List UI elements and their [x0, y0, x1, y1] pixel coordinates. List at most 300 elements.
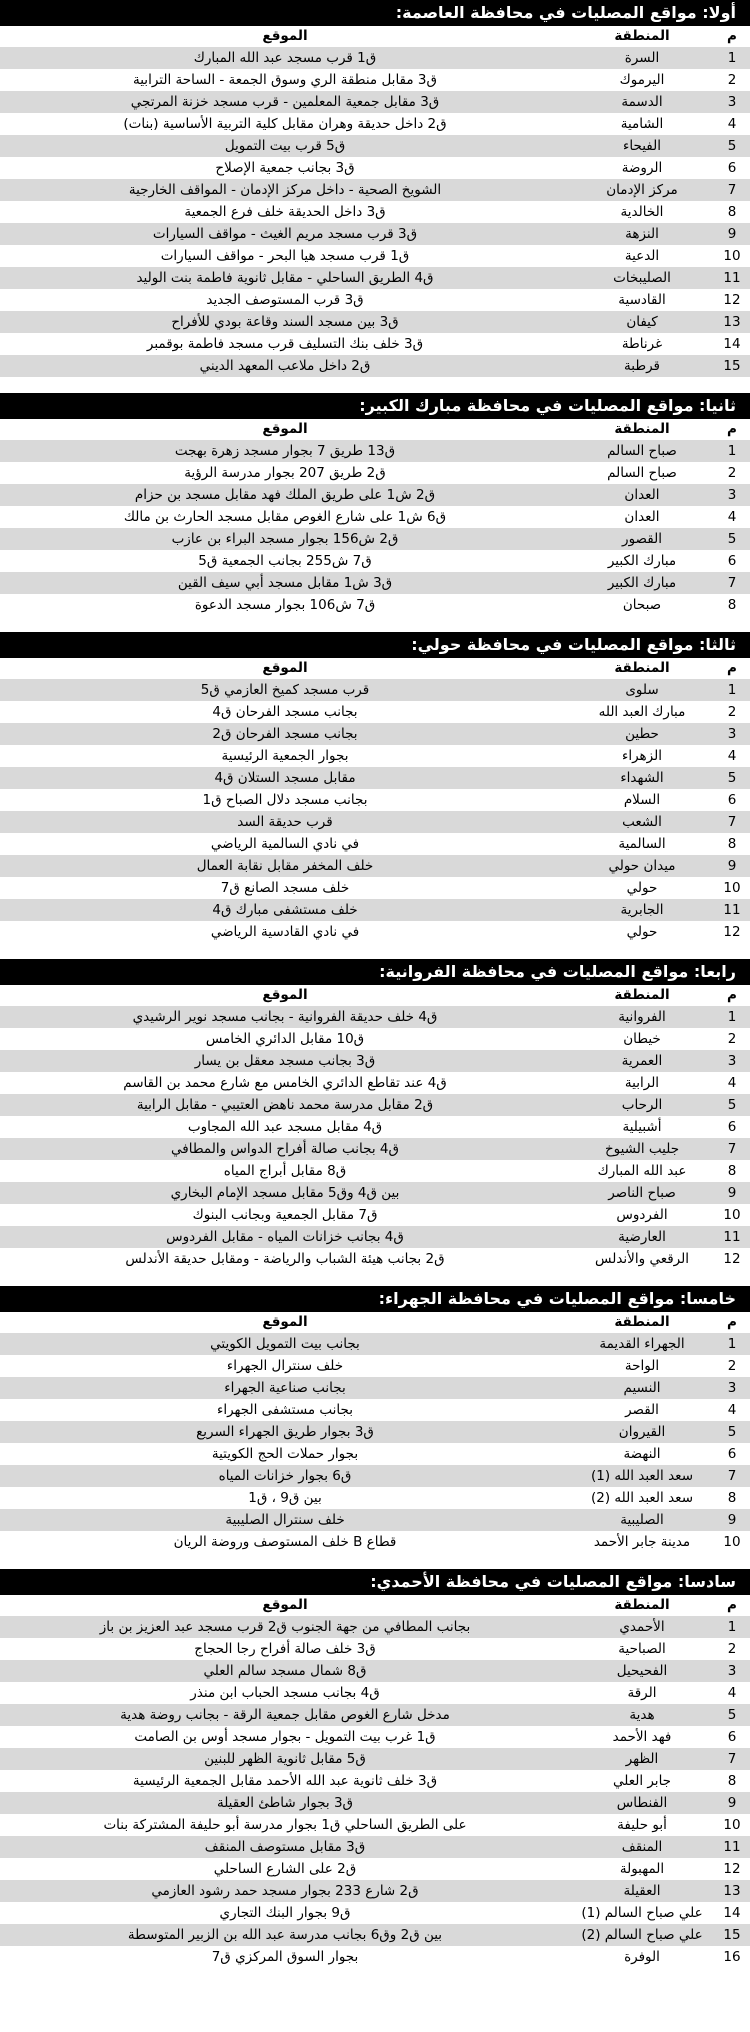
row-area: غرناطة — [570, 333, 714, 355]
table-row — [0, 1814, 750, 1836]
row-number: 4 — [714, 113, 750, 135]
table-row — [0, 1638, 750, 1660]
table-row — [0, 723, 750, 745]
row-number: 8 — [714, 1487, 750, 1509]
governorate-section — [0, 632, 750, 943]
governorate-section — [0, 393, 750, 616]
row-area: عبد الله المبارك — [570, 1160, 714, 1182]
column-header-number: م — [727, 421, 737, 437]
row-number: 2 — [714, 701, 750, 723]
row-area: الفيحاء — [570, 135, 714, 157]
row-location: بجوار حملات الحج الكويتية — [0, 1443, 570, 1465]
row-area: الشعب — [570, 811, 714, 833]
column-header-location: الموقع — [262, 987, 308, 1003]
row-number: 2 — [714, 69, 750, 91]
row-location: ق6 ش1 على شارع الغوص مقابل مسجد الحارث بن مالك — [0, 506, 570, 528]
row-number: 15 — [714, 1924, 750, 1946]
row-location: ق2 ش156 بجوار مسجد البراء بن عازب — [0, 528, 570, 550]
column-header-number: م — [727, 28, 737, 44]
table-row — [0, 157, 750, 179]
section-spacer — [0, 1270, 750, 1286]
row-number: 8 — [714, 1160, 750, 1182]
table-row — [0, 1399, 750, 1421]
table-row — [0, 1443, 750, 1465]
column-header-number: م — [727, 987, 737, 1003]
row-location: ق8 شمال مسجد سالم العلي — [0, 1660, 570, 1682]
row-area: الصليبخات — [570, 267, 714, 289]
table-row — [0, 245, 750, 267]
table-header-row — [0, 985, 750, 1006]
row-location: ق2 بجانب هيئة الشباب والرياضة - ومقابل حديقة الأندلس — [0, 1248, 570, 1270]
row-number: 7 — [714, 811, 750, 833]
row-number: 14 — [714, 1902, 750, 1924]
row-number: 5 — [714, 135, 750, 157]
row-area: الفحيحيل — [570, 1660, 714, 1682]
table-row — [0, 701, 750, 723]
row-location: خلف المخفر مقابل نقابة العمال — [0, 855, 570, 877]
row-number: 11 — [714, 1226, 750, 1248]
table-row — [0, 289, 750, 311]
row-location: مدخل شارع الغوص مقابل جمعية الرقة - بجانب روضة هدية — [0, 1704, 570, 1726]
locations-table — [0, 1595, 750, 1968]
table-row — [0, 69, 750, 91]
row-location: ق7 ش106 بجوار مسجد الدعوة — [0, 594, 570, 616]
row-area: أبو حليفة — [570, 1814, 714, 1836]
section-title: خامسا: مواقع المصليات في محافظة الجهراء: — [0, 1286, 750, 1312]
table-row — [0, 1072, 750, 1094]
table-row — [0, 440, 750, 462]
row-area: صباح الناصر — [570, 1182, 714, 1204]
table-row — [0, 1182, 750, 1204]
row-location: ق2 ش1 على طريق الملك فهد مقابل مسجد بن حزام — [0, 484, 570, 506]
row-number: 9 — [714, 1182, 750, 1204]
row-area: الرحاب — [570, 1094, 714, 1116]
row-number: 1 — [714, 1006, 750, 1028]
row-area: الأحمدي — [570, 1616, 714, 1638]
row-area: الواحة — [570, 1355, 714, 1377]
row-number: 1 — [714, 440, 750, 462]
row-area: الفروانية — [570, 1006, 714, 1028]
table-row — [0, 1421, 750, 1443]
table-row — [0, 1770, 750, 1792]
table-row — [0, 1006, 750, 1028]
table-row — [0, 1204, 750, 1226]
row-number: 3 — [714, 91, 750, 113]
column-header-area: المنطقة — [614, 28, 670, 44]
row-number: 6 — [714, 1443, 750, 1465]
row-area: هدية — [570, 1704, 714, 1726]
row-area: صبحان — [570, 594, 714, 616]
table-row — [0, 789, 750, 811]
row-location: بجانب مسجد الفرحان ق4 — [0, 701, 570, 723]
row-number: 10 — [714, 877, 750, 899]
table-row — [0, 877, 750, 899]
row-number: 11 — [714, 899, 750, 921]
table-row — [0, 1487, 750, 1509]
row-number: 1 — [714, 1333, 750, 1355]
row-number: 2 — [714, 1638, 750, 1660]
row-location: ق2 داخل حديقة وهران مقابل كلية التربية الأساسية (بنات) — [0, 113, 570, 135]
row-location: ق4 خلف حديقة الفروانية - بجانب مسجد نوير الرشيدي — [0, 1006, 570, 1028]
row-area: العدان — [570, 506, 714, 528]
table-row — [0, 811, 750, 833]
table-row — [0, 855, 750, 877]
row-area: الصليبية — [570, 1509, 714, 1531]
locations-table — [0, 985, 750, 1270]
row-number: 3 — [714, 1050, 750, 1072]
row-number: 7 — [714, 572, 750, 594]
row-number: 6 — [714, 157, 750, 179]
row-number: 12 — [714, 289, 750, 311]
table-row — [0, 1792, 750, 1814]
governorate-section — [0, 1569, 750, 1968]
row-location: ق3 بجوار شاطئ العقيلة — [0, 1792, 570, 1814]
row-area: الجابرية — [570, 899, 714, 921]
row-area: الدسمة — [570, 91, 714, 113]
row-location: قطاع B خلف المستوصف وروضة الريان — [0, 1531, 570, 1553]
row-location: ق2 طريق 207 بجوار مدرسة الرؤية — [0, 462, 570, 484]
row-area: الزهراء — [570, 745, 714, 767]
row-location: ق13 طريق 7 بجوار مسجد زهرة بهجت — [0, 440, 570, 462]
row-area: علي صباح السالم (2) — [570, 1924, 714, 1946]
row-location: ق1 قرب مسجد عبد الله المبارك — [0, 47, 570, 69]
table-row — [0, 1704, 750, 1726]
row-location: ق3 قرب مسجد مريم الغيث - مواقف السيارات — [0, 223, 570, 245]
locations-table — [0, 1312, 750, 1553]
row-number: 10 — [714, 1814, 750, 1836]
row-area: مركز الإدمان — [570, 179, 714, 201]
row-number: 5 — [714, 1094, 750, 1116]
row-location: ق2 شارع 233 بجوار مسجد حمد رشود العازمي — [0, 1880, 570, 1902]
table-row — [0, 767, 750, 789]
row-location: ق4 عند تقاطع الدائري الخامس مع شارع محمد بن القاسم — [0, 1072, 570, 1094]
row-area: سلوى — [570, 679, 714, 701]
row-area: صباح السالم — [570, 462, 714, 484]
row-location: مقابل مسجد الستلان ق4 — [0, 767, 570, 789]
row-location: بين ق2 وق6 بجانب مدرسة عبد الله بن الزبير المتوسطة — [0, 1924, 570, 1946]
row-number: 10 — [714, 1531, 750, 1553]
row-location: ق1 غرب بيت التمويل - بجوار مسجد أوس بن الصامت — [0, 1726, 570, 1748]
section-spacer — [0, 943, 750, 959]
row-area: السلام — [570, 789, 714, 811]
row-area: خيطان — [570, 1028, 714, 1050]
row-area: الشهداء — [570, 767, 714, 789]
row-number: 15 — [714, 355, 750, 377]
table-row — [0, 47, 750, 69]
row-location: ق3 بجانب مسجد معقل بن يسار — [0, 1050, 570, 1072]
table-row — [0, 1924, 750, 1946]
row-area: جابر العلي — [570, 1770, 714, 1792]
row-area: فهد الأحمد — [570, 1726, 714, 1748]
table-row — [0, 1355, 750, 1377]
row-area: النسيم — [570, 1377, 714, 1399]
row-location: خلف مستشفى مبارك ق4 — [0, 899, 570, 921]
column-header-area: المنطقة — [614, 987, 670, 1003]
table-row — [0, 1726, 750, 1748]
row-location: خلف مسجد الصانع ق7 — [0, 877, 570, 899]
row-location: ق3 خلف صالة أفراح رجا الحجاج — [0, 1638, 570, 1660]
locations-table — [0, 419, 750, 616]
row-number: 4 — [714, 745, 750, 767]
row-location: بجوار الجمعية الرئيسية — [0, 745, 570, 767]
row-area: السرة — [570, 47, 714, 69]
row-location: ق3 داخل الحديقة خلف فرع الجمعية — [0, 201, 570, 223]
table-row — [0, 1880, 750, 1902]
row-number: 14 — [714, 333, 750, 355]
table-row — [0, 1509, 750, 1531]
column-header-area: المنطقة — [614, 421, 670, 437]
row-location: ق3 بجوار طريق الجهراء السريع — [0, 1421, 570, 1443]
row-area: حولي — [570, 877, 714, 899]
row-location: ق3 بين مسجد السند وقاعة بودي للأفراح — [0, 311, 570, 333]
row-number: 8 — [714, 1770, 750, 1792]
column-header-area: المنطقة — [614, 660, 670, 676]
row-number: 10 — [714, 245, 750, 267]
row-number: 2 — [714, 462, 750, 484]
table-row — [0, 745, 750, 767]
row-number: 2 — [714, 1028, 750, 1050]
row-location: بجانب بيت التمويل الكويتي — [0, 1333, 570, 1355]
row-area: القصور — [570, 528, 714, 550]
row-area: الظهر — [570, 1748, 714, 1770]
row-number: 9 — [714, 855, 750, 877]
row-location: بجانب مسجد دلال الصباح ق1 — [0, 789, 570, 811]
row-location: بين ق4 وق5 مقابل مسجد الإمام البخاري — [0, 1182, 570, 1204]
table-row — [0, 1094, 750, 1116]
table-row — [0, 1858, 750, 1880]
row-location: بجانب صناعية الجهراء — [0, 1377, 570, 1399]
row-area: الوفرة — [570, 1946, 714, 1968]
row-area: المنقف — [570, 1836, 714, 1858]
table-row — [0, 506, 750, 528]
section-spacer — [0, 377, 750, 393]
row-area: النزهة — [570, 223, 714, 245]
row-number: 5 — [714, 767, 750, 789]
row-number: 7 — [714, 179, 750, 201]
row-location: ق3 قرب المستوصف الجديد — [0, 289, 570, 311]
row-area: الروضة — [570, 157, 714, 179]
row-area: المهبولة — [570, 1858, 714, 1880]
table-row — [0, 91, 750, 113]
row-location: ق9 بجوار البنك التجاري — [0, 1902, 570, 1924]
table-row — [0, 1748, 750, 1770]
row-number: 11 — [714, 1836, 750, 1858]
row-location: ق1 قرب مسجد هيا البحر - مواقف السيارات — [0, 245, 570, 267]
row-location: خلف سنترال الصليبية — [0, 1509, 570, 1531]
column-header-location: الموقع — [262, 28, 308, 44]
row-number: 5 — [714, 1421, 750, 1443]
row-area: صباح السالم — [570, 440, 714, 462]
row-area: الفردوس — [570, 1204, 714, 1226]
row-area: العدان — [570, 484, 714, 506]
row-number: 9 — [714, 1509, 750, 1531]
row-number: 3 — [714, 1377, 750, 1399]
row-location: ق3 مقابل منطقة الري وسوق الجمعة - الساحة الترابية — [0, 69, 570, 91]
row-area: كيفان — [570, 311, 714, 333]
row-number: 3 — [714, 723, 750, 745]
table-row — [0, 311, 750, 333]
table-row — [0, 1682, 750, 1704]
row-location: ق3 مقابل مستوصف المنقف — [0, 1836, 570, 1858]
row-number: 9 — [714, 1792, 750, 1814]
table-row — [0, 1050, 750, 1072]
table-row — [0, 1377, 750, 1399]
row-location: قرب حديقة السد — [0, 811, 570, 833]
table-row — [0, 921, 750, 943]
governorate-section — [0, 0, 750, 377]
row-area: سعد العبد الله (1) — [570, 1465, 714, 1487]
table-row — [0, 1248, 750, 1270]
row-area: القادسية — [570, 289, 714, 311]
row-location: خلف سنترال الجهراء — [0, 1355, 570, 1377]
row-number: 7 — [714, 1748, 750, 1770]
row-number: 6 — [714, 1726, 750, 1748]
row-location: بين ق9 ، ق1 — [0, 1487, 570, 1509]
row-location: ق3 خلف ثانوية عبد الله الأحمد مقابل الجمعية الرئيسية — [0, 1770, 570, 1792]
row-location: ق3 ش1 مقابل مسجد أبي سيف القين — [0, 572, 570, 594]
section-spacer — [0, 1553, 750, 1569]
row-number: 4 — [714, 1682, 750, 1704]
table-row — [0, 1226, 750, 1248]
row-location: ق10 مقابل الدائري الخامس — [0, 1028, 570, 1050]
table-row — [0, 462, 750, 484]
row-location: بجوار السوق المركزي ق7 — [0, 1946, 570, 1968]
row-location: ق4 بجانب خزانات المياه - مقابل الفردوس — [0, 1226, 570, 1248]
row-area: مبارك الكبير — [570, 572, 714, 594]
row-area: جليب الشيوخ — [570, 1138, 714, 1160]
row-area: ميدان حولي — [570, 855, 714, 877]
row-area: أشبيلية — [570, 1116, 714, 1138]
row-number: 12 — [714, 1858, 750, 1880]
row-number: 7 — [714, 1138, 750, 1160]
row-location: في نادي القادسية الرياضي — [0, 921, 570, 943]
row-area: الرابية — [570, 1072, 714, 1094]
column-header-location: الموقع — [262, 660, 308, 676]
table-row — [0, 528, 750, 550]
table-row — [0, 1616, 750, 1638]
table-row — [0, 1836, 750, 1858]
table-row — [0, 484, 750, 506]
row-area: القصر — [570, 1399, 714, 1421]
row-number: 6 — [714, 550, 750, 572]
table-row — [0, 223, 750, 245]
table-header-row — [0, 419, 750, 440]
row-number: 7 — [714, 1465, 750, 1487]
row-area: اليرموك — [570, 69, 714, 91]
row-location: بجانب مسجد الفرحان ق2 — [0, 723, 570, 745]
row-area: الدعية — [570, 245, 714, 267]
row-location: ق4 بجانب صالة أفراح الدواس والمطافي — [0, 1138, 570, 1160]
section-title: ثانيا: مواقع المصليات في محافظة مبارك الكبير: — [0, 393, 750, 419]
row-number: 10 — [714, 1204, 750, 1226]
row-location: ق4 بجانب مسجد الحباب ابن منذر — [0, 1682, 570, 1704]
locations-table — [0, 26, 750, 377]
row-number: 3 — [714, 1660, 750, 1682]
table-row — [0, 1660, 750, 1682]
row-number: 12 — [714, 1248, 750, 1270]
row-area: مبارك العبد الله — [570, 701, 714, 723]
row-area: حولي — [570, 921, 714, 943]
row-area: علي صباح السالم (1) — [570, 1902, 714, 1924]
table-row — [0, 179, 750, 201]
row-location: قرب مسجد كميخ العازمي ق5 — [0, 679, 570, 701]
column-header-number: م — [727, 660, 737, 676]
row-location: ق3 خلف بنك التسليف قرب مسجد فاطمة بوقمبر — [0, 333, 570, 355]
table-row — [0, 594, 750, 616]
row-number: 13 — [714, 311, 750, 333]
section-spacer — [0, 616, 750, 632]
table-row — [0, 135, 750, 157]
table-row — [0, 1333, 750, 1355]
row-number: 4 — [714, 506, 750, 528]
table-row — [0, 1465, 750, 1487]
section-title: أولا: مواقع المصليات في محافظة العاصمة: — [0, 0, 750, 26]
row-location: ق2 داخل ملاعب المعهد الديني — [0, 355, 570, 377]
row-area: الشامية — [570, 113, 714, 135]
table-row — [0, 333, 750, 355]
row-location: ق4 مقابل مسجد عبد الله المجاوب — [0, 1116, 570, 1138]
row-location: في نادي السالمية الرياضي — [0, 833, 570, 855]
governorate-section — [0, 959, 750, 1270]
row-number: 16 — [714, 1946, 750, 1968]
table-row — [0, 1138, 750, 1160]
row-area: الفنطاس — [570, 1792, 714, 1814]
table-row — [0, 201, 750, 223]
table-row — [0, 550, 750, 572]
row-location: ق4 الطريق الساحلي - مقابل ثانوية فاطمة بنت الوليد — [0, 267, 570, 289]
row-location: ق7 مقابل الجمعية وبجانب البنوك — [0, 1204, 570, 1226]
row-number: 6 — [714, 789, 750, 811]
row-location: ق8 مقابل أبراج المياه — [0, 1160, 570, 1182]
table-row — [0, 1902, 750, 1924]
row-location: ق2 على الشارع الساحلي — [0, 1858, 570, 1880]
table-row — [0, 1116, 750, 1138]
row-location: بجانب مستشفى الجهراء — [0, 1399, 570, 1421]
column-header-location: الموقع — [262, 421, 308, 437]
governorate-section — [0, 1286, 750, 1553]
row-number: 1 — [714, 1616, 750, 1638]
row-area: القيروان — [570, 1421, 714, 1443]
table-row — [0, 1160, 750, 1182]
row-number: 9 — [714, 223, 750, 245]
row-number: 4 — [714, 1399, 750, 1421]
table-row — [0, 267, 750, 289]
row-area: العمرية — [570, 1050, 714, 1072]
table-header-row — [0, 658, 750, 679]
row-number: 4 — [714, 1072, 750, 1094]
row-area: الخالدية — [570, 201, 714, 223]
row-number: 5 — [714, 1704, 750, 1726]
row-area: العقيلة — [570, 1880, 714, 1902]
table-row — [0, 1028, 750, 1050]
row-number: 3 — [714, 484, 750, 506]
row-area: الرقعي والأندلس — [570, 1248, 714, 1270]
column-header-number: م — [727, 1597, 737, 1613]
row-location: ق2 مقابل مدرسة محمد ناهض العتيبي - مقابل الرابية — [0, 1094, 570, 1116]
table-row — [0, 572, 750, 594]
row-location: ق6 بجوار خزانات المياه — [0, 1465, 570, 1487]
row-area: مبارك الكبير — [570, 550, 714, 572]
row-number: 5 — [714, 528, 750, 550]
table-row — [0, 1946, 750, 1968]
row-location: ق5 مقابل ثانوية الظهر للبنين — [0, 1748, 570, 1770]
row-area: النهضة — [570, 1443, 714, 1465]
table-header-row — [0, 1595, 750, 1616]
row-number: 13 — [714, 1880, 750, 1902]
column-header-area: المنطقة — [614, 1597, 670, 1613]
table-header-row — [0, 1312, 750, 1333]
row-number: 1 — [714, 679, 750, 701]
